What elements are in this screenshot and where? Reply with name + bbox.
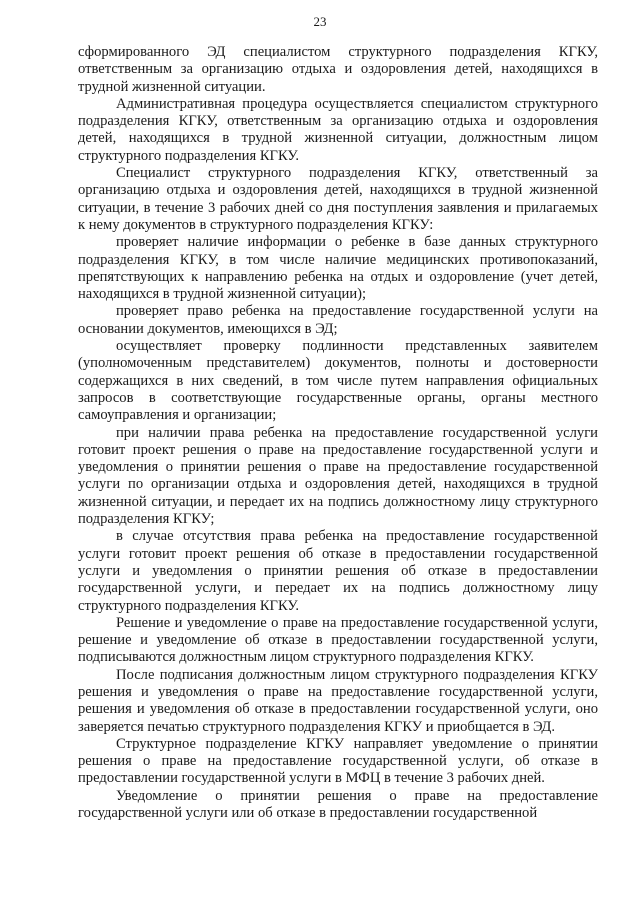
paragraph-check-right: проверяет право ребенка на предоставление государственной услуги на основании документов, имеющихся в ЭД; <box>78 303 598 337</box>
paragraph-notification-continued: Уведомление о принятии решения о праве на предоставление государственной услуги или об отказе в предоставлении государственной <box>78 787 598 822</box>
paragraph-prepare-refusal: в случае отсутствия права ребенка на предоставление государственной услуги готовит проект решения об отказе в предоставлении государственной услуги и уведомления о принятии решения об отказе в предоставлении государственной услуги, и передает их на подпись должностному лицу структурного подразделения КГКУ. <box>78 528 598 614</box>
paragraph-procedure-performer: Административная процедура осуществляется специалистом структурного подразделения КГКУ, ответственным за организацию отдыха и оздоровления детей, находящихся в трудной жизненной ситуации, должностным лицом структурного подразделения КГКУ. <box>78 95 598 164</box>
paragraph-continuation: сформированного ЭД специалистом структурного подразделения КГКУ, ответственным за организацию отдыха и оздоровления детей, находящихся в трудной жизненной ситуации. <box>78 44 598 95</box>
paragraph-notification-mfc: Структурное подразделение КГКУ направляет уведомление о принятии решения о праве на предоставление государственной услуги, об отказе в предоставлении государственной услуги в МФЦ в течение 3 рабочих дней. <box>78 735 598 787</box>
paragraph-verify-documents: осуществляет проверку подлинности представленных заявителем (уполномоченным представителем) документов, полноты и достоверности содержащихся в них сведений, в том числе путем направления официальных запросов в соответствующие государственные органы, органы местного самоуправления и организации; <box>78 338 598 424</box>
page-number: 23 <box>313 14 327 29</box>
paragraph-specialist-duties: Специалист структурного подразделения КГКУ, ответственный за организацию отдыха и оздоровления детей, находящихся в трудной жизненной ситуации, в течение 3 рабочих дней со дня поступления заявления и прилагаемых к нему документов в структурного подразделения КГКУ: <box>78 165 598 233</box>
paragraph-signing: Решение и уведомление о праве на предоставление государственной услуги, решение и уведомление об отказе в предоставлении государственной услуги, подписываются должностным лицом структурного подразделения КГКУ. <box>78 614 598 666</box>
paragraph-check-database: проверяет наличие информации о ребенке в базе данных структурного подразделения КГКУ, в том числе наличие медицинских противопоказаний, препятствующих к направлению ребенка на отдых и оздоровление (учет детей, находящихся в трудной жизненной ситуации); <box>78 234 598 303</box>
document-body <box>78 44 598 822</box>
paragraph-certification: После подписания должностным лицом структурного подразделения КГКУ решения и уведомления о праве на предоставление государственной услуги, решения и уведомления об отказе в предоставлении государственной услуги, оно заверяется печатью структурного подразделения КГКУ и приобщается в ЭД. <box>78 666 598 735</box>
paragraph-prepare-approval: при наличии права ребенка на предоставление государственной услуги готовит проект решения о праве на предоставление государственной услуги и уведомления о принятии решения о праве на предоставление государственной услуги по организации отдыха и оздоровления детей, находящихся в трудной жизненной ситуации, и передает их на подпись должностному лицу структурного подразделения КГКУ; <box>78 424 598 528</box>
